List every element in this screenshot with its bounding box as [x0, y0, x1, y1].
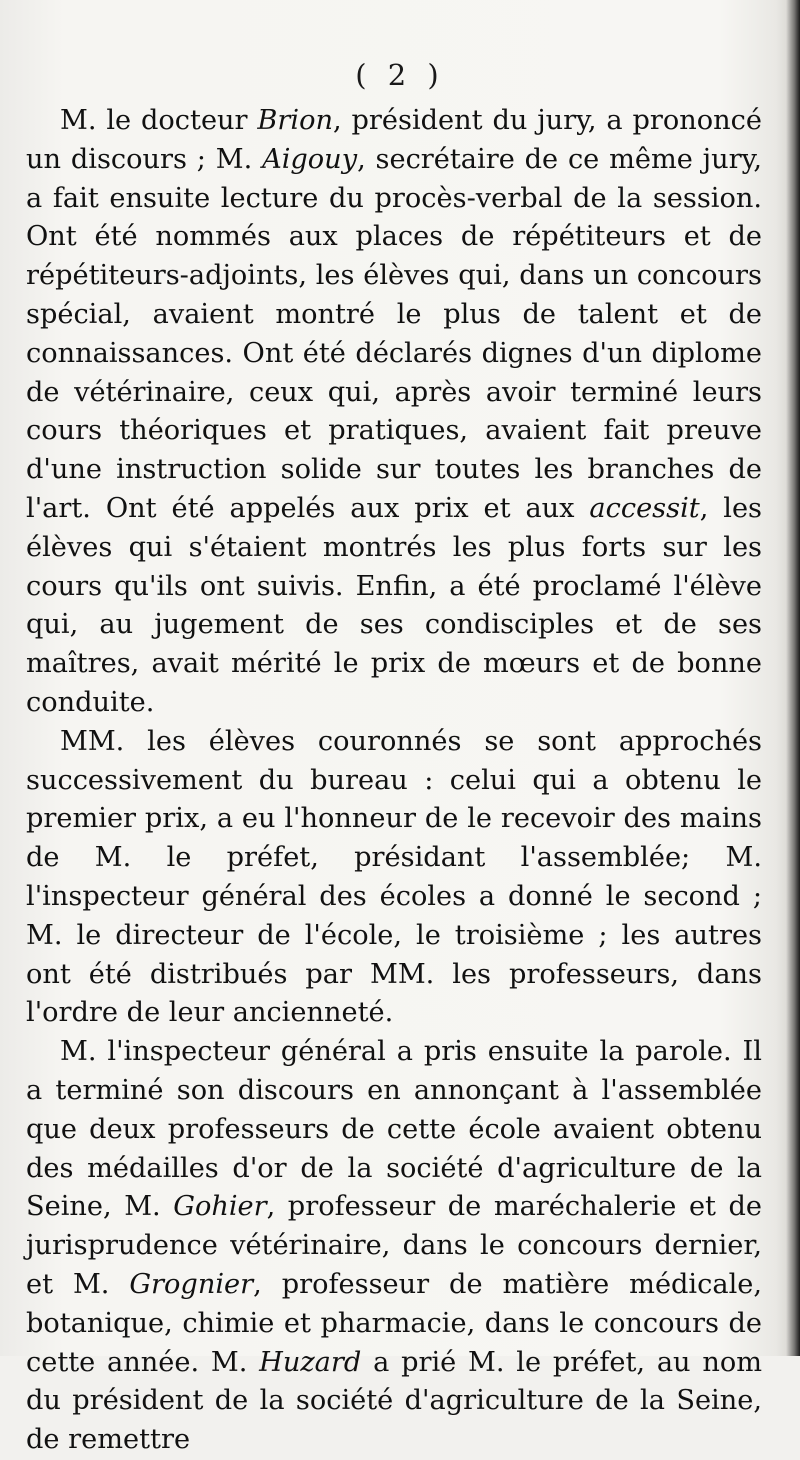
body-text [26, 102, 762, 1460]
text-run: , président du jury, a prononcé un discours ; M. [26, 105, 762, 175]
italic-name: Huzard [259, 1346, 362, 1378]
italic-name: Aigouy [262, 143, 358, 175]
text-run: , secrétaire de ce même jury, a fait ensuite lecture du procès-verbal de la session. Ont été nommés aux places de répétiteurs et de répétiteurs-adjoints, les élèves qui, dans un concours spécial, avaient montré le plus de talent et de connaissances. Ont été déclarés dignes d'un diplome de vétérinaire, ceux qui, après avoir terminé leurs cours théoriques et pratiques, avaient fait preuve d'une instruction solide sur toutes les branches de l'art. Ont été appelés aux prix et aux [26, 143, 762, 524]
text-run: M. le docteur [60, 105, 258, 136]
text-run: M. l'inspecteur général a pris ensuite la parole. Il a terminé son discours en annonçant à l'assemblée que deux professeurs de cette école avaient obtenu des médailles d'or de la société d'agriculture de la Seine, M. [26, 1036, 762, 1223]
italic-name: accessit [589, 492, 700, 524]
text-run: a prié M. le préfet, au nom du président de la société d'agriculture de la Seine, de remettre [26, 1346, 762, 1456]
paragraph-3 [26, 1033, 762, 1460]
page-number: ( 2 ) [355, 58, 445, 92]
text-run: , professeur de matière médicale, botanique, chimie et pharmacie, dans le concours de cette année. M. [26, 1268, 762, 1378]
italic-name: Brion [257, 105, 333, 136]
text-run: , professeur de maréchalerie et de jurisprudence vétérinaire, dans le concours dernier, et M. [26, 1191, 762, 1300]
paragraph-1 [26, 102, 762, 723]
italic-name: Grognier [129, 1268, 254, 1300]
italic-name: Gohier [173, 1191, 267, 1223]
text-run: , les élèves qui s'étaient montrés les plus forts sur les cours qu'ils ont suivis. Enfin, a été proclamé l'élève qui, au jugement de ses condisciples et de ses maîtres, avait mérité le prix de mœurs et de bonne conduite. [26, 492, 762, 718]
page-edge-shadow [786, 0, 800, 1356]
text-run: MM. les élèves couronnés se sont approchés successivement du bureau : celui qui a obtenu le premier prix, a eu l'honneur de le recevoir des mains de M. le préfet, présidant l'assemblée; M. l'inspecteur général des écoles a donné le second ; M. le directeur de l'école, le troisième ; les autres ont été distribués par MM. les professeurs, dans l'ordre de leur ancienneté. [26, 725, 762, 1029]
paragraph-2 [26, 723, 762, 1033]
